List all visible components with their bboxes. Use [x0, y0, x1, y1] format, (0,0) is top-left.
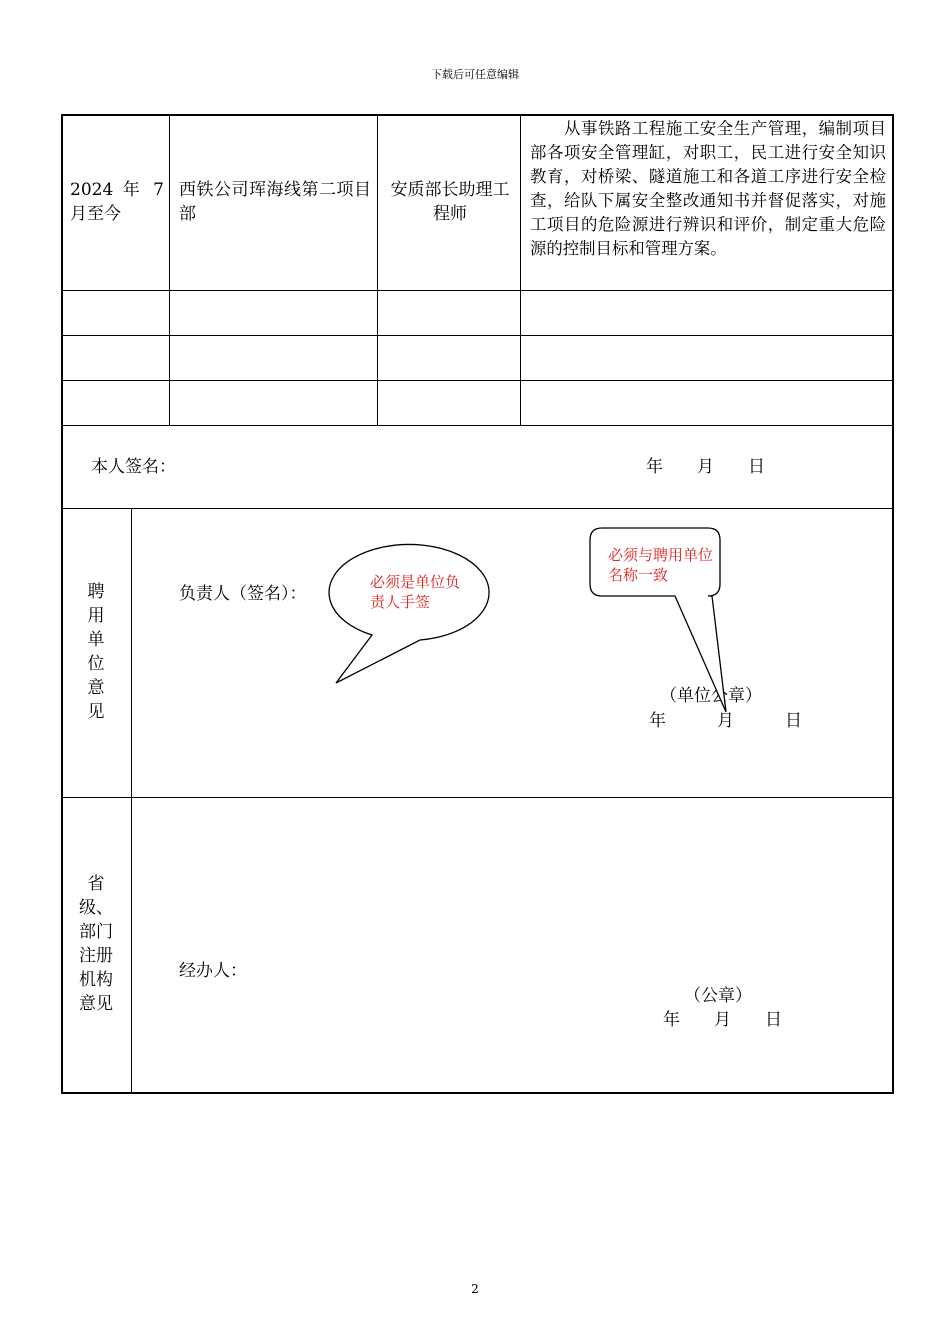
- employer-signer-label: 负责人（签名）：: [179, 584, 307, 604]
- work-position: 安质部长助理工程师: [390, 180, 510, 224]
- work-period: 2024 年 7 月至今: [70, 180, 164, 224]
- work-description: 从事铁路工程施工安全生产管理，编制项目部各项安全管理缸，对职工，民工进行安全知识教育，对桥梁、隧道施工和各道工序进行安全检查，给队下属安全整改通知书并督促落实，对施工项目的危险源进行辨识和评价，制定重大危险源的控制目标和管理方案。: [530, 119, 886, 258]
- note-sign-required: 必须是单位负责人手签: [370, 573, 461, 611]
- registry-date: 年 月 日: [663, 1010, 782, 1030]
- employer-seal-label: （单位公章）: [660, 686, 762, 706]
- registry-handler-label: 经办人：: [179, 961, 247, 981]
- registry-side-label: 省级、部门注册机构意见: [79, 874, 113, 1014]
- callout-bubble-sign: [329, 544, 489, 683]
- employer-date: 年 月 日: [649, 711, 802, 731]
- employer-side-label: 聘用单位意见: [87, 582, 105, 722]
- self-signature-date: 年 月 日: [646, 457, 765, 477]
- work-company: 西铁公司珲海线第二项目部: [179, 180, 371, 224]
- header-note: 下载后可任意编辑: [431, 68, 519, 81]
- registry-seal-label: （公章）: [684, 986, 752, 1006]
- self-signature-label: 本人签名：: [91, 457, 176, 477]
- note-name-match: 必须与聘用单位名称一致: [608, 546, 714, 584]
- page-number: 2: [471, 1282, 479, 1296]
